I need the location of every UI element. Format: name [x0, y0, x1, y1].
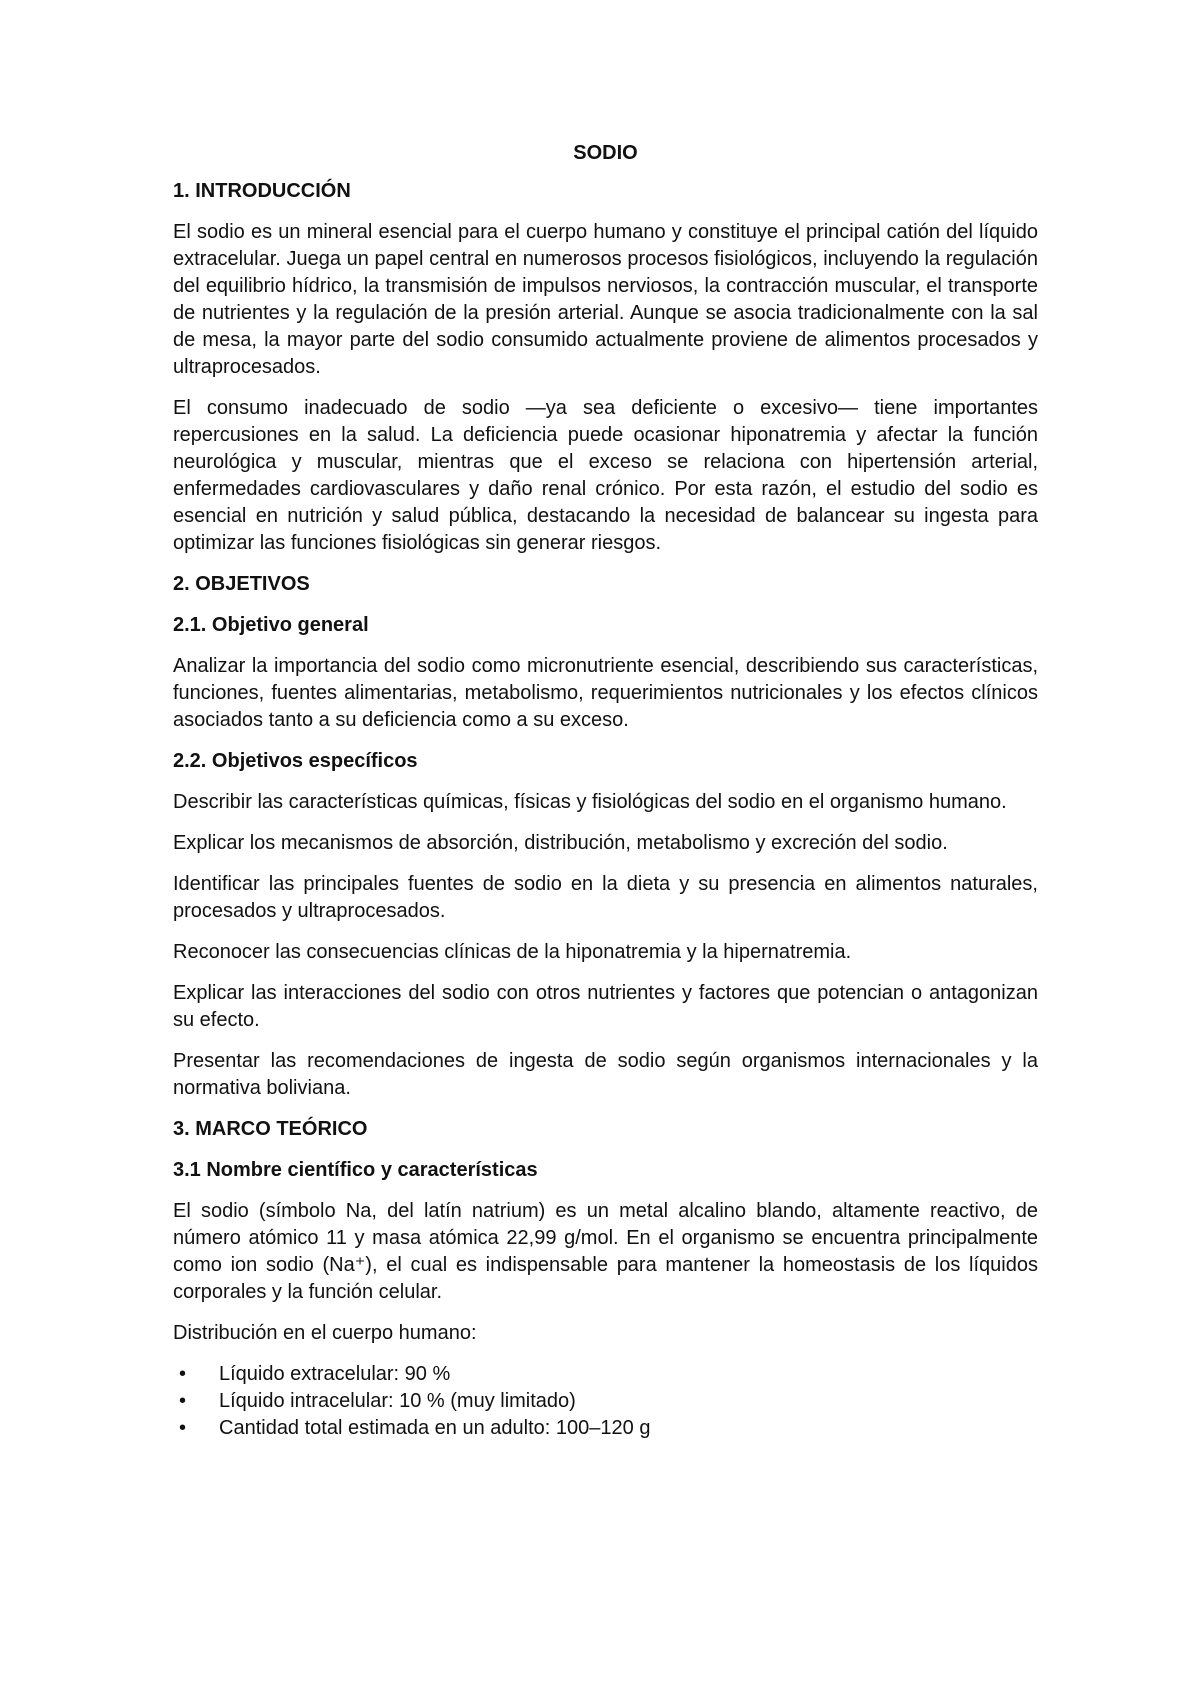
list-item	[173, 1361, 1038, 1388]
section-3-heading: 3. MARCO TEÓRICO	[173, 1118, 368, 1140]
scientific-name-paragraph: El sodio (símbolo Na, del latín natrium) es un metal alcalino blando, altamente reactivo, de número atómico 11 y masa atómica 22,99 g/mol. En el organismo se encuentra principalmente como ion sodio (Na⁺), el cual es indispensable para mantener la homeostasis de los líquidos corporales y la función celular.	[173, 1200, 1038, 1303]
section-2-1-heading: 2.1. Objetivo general	[173, 614, 369, 636]
bullet-icon: •	[179, 1390, 187, 1412]
specific-objective-5: Explicar las interacciones del sodio con otros nutrientes y factores que potencian o antagonizan su efecto.	[173, 982, 1038, 1031]
specific-objective-4: Reconocer las consecuencias clínicas de la hiponatremia y la hipernatremia.	[173, 941, 852, 963]
intro-paragraph-2: El consumo inadecuado de sodio —ya sea deficiente o excesivo— tiene importantes repercusiones en la salud. La deficiencia puede ocasionar hiponatremia y afectar la función neurológica y muscular, mientras que el exceso se relaciona con hipertensión arterial, enfermedades cardiovasculares y daño renal crónico. Por esta razón, el estudio del sodio es esencial en nutrición y salud pública, destacando la necesidad de balancear su ingesta para optimizar las funciones fisiológicas sin generar riesgos.	[173, 397, 1038, 554]
distribution-list	[173, 1361, 1038, 1442]
list-item-text: Líquido extracelular: 90 %	[219, 1363, 451, 1385]
specific-objective-1: Describir las características químicas, físicas y fisiológicas del sodio en el organismo humano.	[173, 791, 1007, 813]
intro-paragraph-1: El sodio es un mineral esencial para el cuerpo humano y constituye el principal catión del líquido extracelular. Juega un papel central en numerosos procesos fisiológicos, incluyendo la regulación del equilibrio hídrico, la transmisión de impulsos nerviosos, la contracción muscular, el transporte de nutrientes y la regulación de la presión arterial. Aunque se asocia tradicionalmente con la sal de mesa, la mayor parte del sodio consumido actualmente proviene de alimentos procesados y ultraprocesados.	[173, 221, 1038, 378]
list-item-text: Líquido intracelular: 10 % (muy limitado)	[219, 1390, 576, 1412]
section-2-2-heading: 2.2. Objetivos específicos	[173, 750, 418, 772]
bullet-icon: •	[179, 1417, 187, 1439]
specific-objective-3: Identificar las principales fuentes de sodio en la dieta y su presencia en alimentos naturales, procesados y ultraprocesados.	[173, 873, 1038, 922]
distribution-label: Distribución en el cuerpo humano:	[173, 1322, 477, 1344]
list-item-text: Cantidad total estimada en un adulto: 100–120 g	[219, 1417, 651, 1439]
bullet-icon: •	[179, 1363, 187, 1385]
list-item	[173, 1388, 1038, 1415]
section-2-heading: 2. OBJETIVOS	[173, 573, 310, 595]
document-title: SODIO	[573, 142, 638, 164]
specific-objective-2: Explicar los mecanismos de absorción, distribución, metabolismo y excreción del sodio.	[173, 832, 948, 854]
section-1-heading: 1. INTRODUCCIÓN	[173, 180, 351, 202]
general-objective-paragraph: Analizar la importancia del sodio como micronutriente esencial, describiendo sus características, funciones, fuentes alimentarias, metabolismo, requerimientos nutricionales y los efectos clínicos asociados tanto a su deficiencia como a su exceso.	[173, 655, 1038, 731]
specific-objective-6: Presentar las recomendaciones de ingesta de sodio según organismos internacionales y la normativa boliviana.	[173, 1050, 1038, 1099]
list-item	[173, 1415, 1038, 1442]
section-3-1-heading: 3.1 Nombre científico y características	[173, 1159, 538, 1181]
